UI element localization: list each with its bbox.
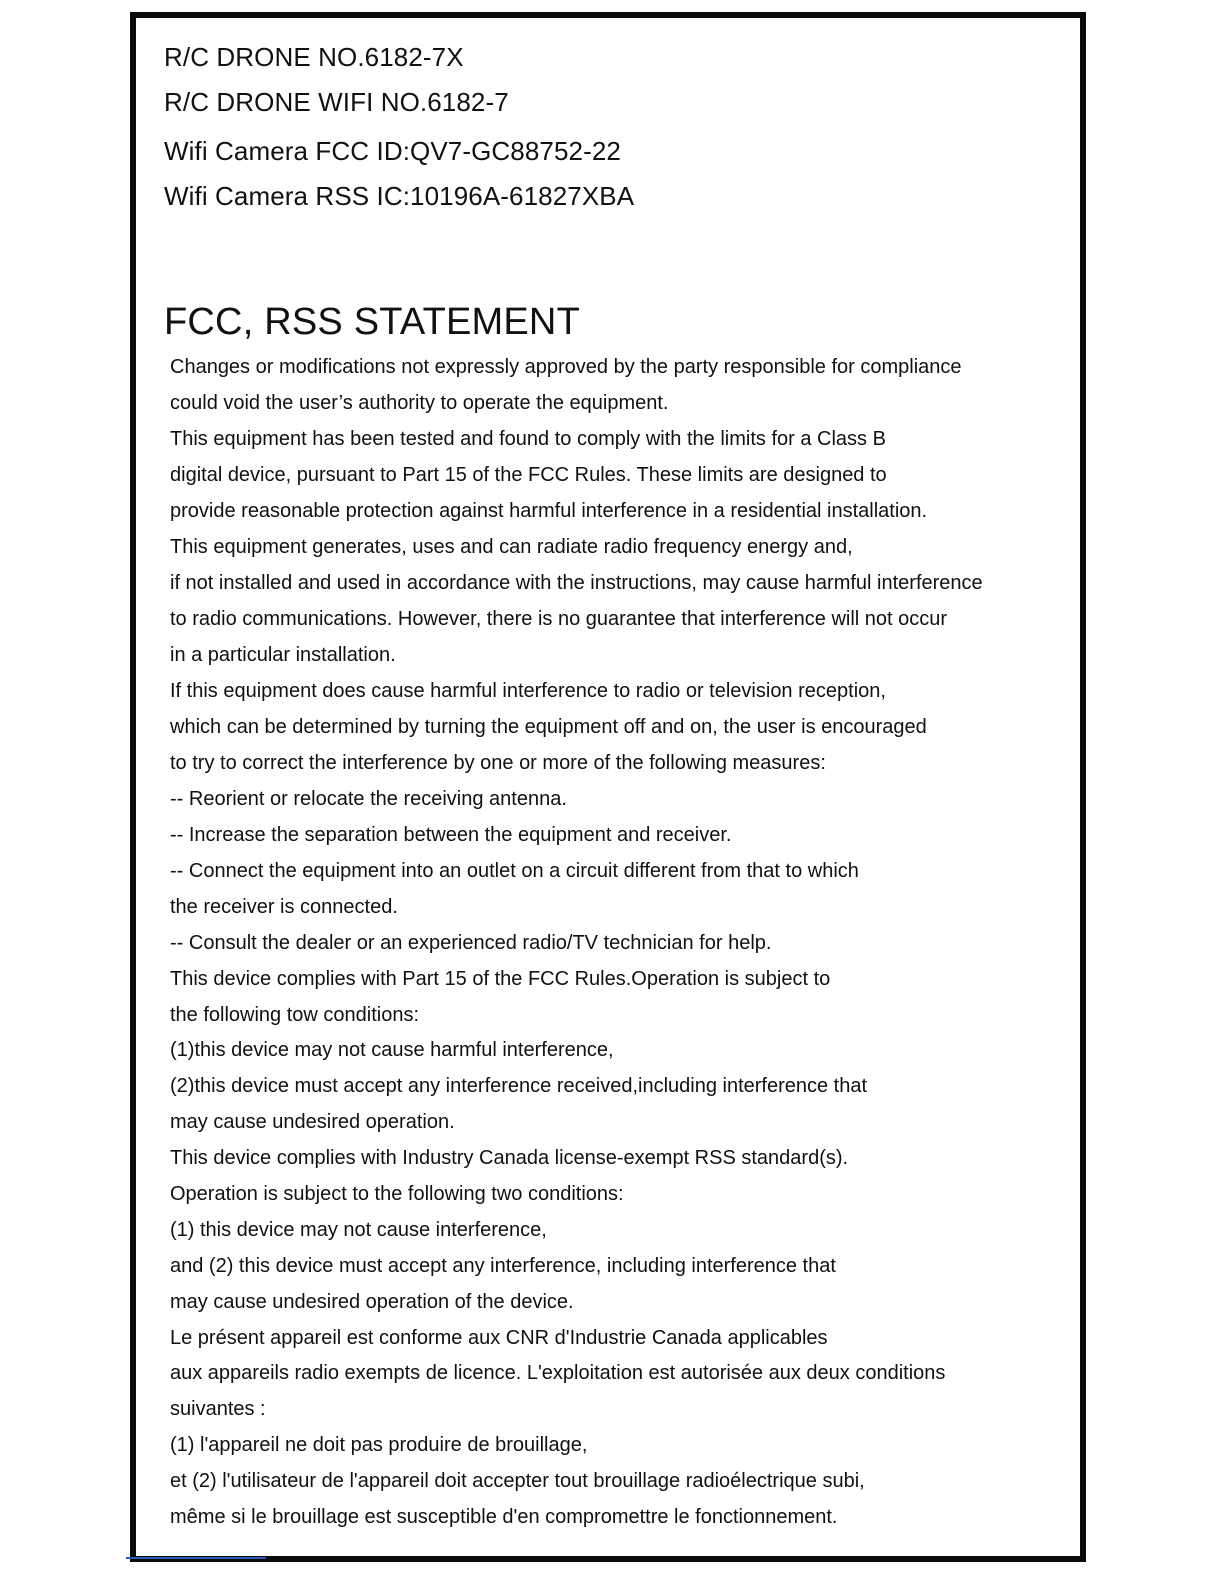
statement-line-fr: aux appareils radio exempts de licence. L'exploitation est autorisée aux deux conditions bbox=[170, 1362, 946, 1384]
statement-line: This equipment has been tested and found to comply with the limits for a Class B bbox=[170, 428, 886, 450]
measure-item: -- Consult the dealer or an experienced radio/TV technician for help. bbox=[170, 932, 772, 954]
statement-line: to try to correct the interference by one or more of the following measures: bbox=[170, 752, 826, 774]
statement-line: the receiver is connected. bbox=[170, 896, 398, 918]
statement-line: Operation is subject to the following two conditions: bbox=[170, 1183, 624, 1205]
measure-item: -- Increase the separation between the equipment and receiver. bbox=[170, 824, 732, 846]
statement-line-fr: même si le brouillage est susceptible d'en compromettre le fonctionnement. bbox=[170, 1506, 838, 1528]
measure-item: -- Connect the equipment into an outlet on a circuit different from that to which bbox=[170, 860, 859, 882]
statement-line: could void the user’s authority to operate the equipment. bbox=[170, 392, 669, 414]
statement-line: Changes or modifications not expressly approved by the party responsible for compliance bbox=[170, 356, 962, 378]
statement-line: This device complies with Industry Canada license-exempt RSS standard(s). bbox=[170, 1147, 849, 1169]
statement-line: to radio communications. However, there is no guarantee that interference will not occur bbox=[170, 608, 948, 630]
condition-item: (2)this device must accept any interference received,including interference that bbox=[170, 1075, 868, 1097]
statement-line: if not installed and used in accordance with the instructions, may cause harmful interference bbox=[170, 572, 983, 594]
model-number: R/C DRONE NO.6182-7X bbox=[164, 42, 464, 72]
statement-line: provide reasonable protection against harmful interference in a residential installation. bbox=[170, 500, 928, 522]
fcc-id: Wifi Camera FCC ID:QV7-GC88752-22 bbox=[164, 136, 621, 166]
measure-item: -- Reorient or relocate the receiving antenna. bbox=[170, 788, 567, 810]
statement-line: in a particular installation. bbox=[170, 644, 396, 666]
statement-line-fr: suivantes : bbox=[170, 1398, 266, 1420]
wifi-model-number: R/C DRONE WIFI NO.6182-7 bbox=[164, 87, 509, 117]
statement-line: may cause undesired operation of the device. bbox=[170, 1291, 574, 1313]
condition-item: (1) this device may not cause interference, bbox=[170, 1219, 547, 1241]
statement-line: digital device, pursuant to Part 15 of the FCC Rules. These limits are designed to bbox=[170, 464, 887, 486]
condition-item: and (2) this device must accept any interference, including interference that bbox=[170, 1255, 836, 1277]
statement-line: which can be determined by turning the equipment off and on, the user is encouraged bbox=[170, 716, 927, 738]
rss-ic: Wifi Camera RSS IC:10196A-61827XBA bbox=[164, 181, 635, 211]
statement-line: This equipment generates, uses and can radiate radio frequency energy and, bbox=[170, 536, 853, 558]
statement-line: the following tow conditions: bbox=[170, 1004, 420, 1026]
statement-line-fr: Le présent appareil est conforme aux CNR d'Industrie Canada applicables bbox=[170, 1327, 828, 1349]
statement-heading: FCC, RSS STATEMENT bbox=[164, 301, 580, 343]
condition-item-fr: et (2) l'utilisateur de l'appareil doit accepter tout brouillage radioélectrique subi, bbox=[170, 1470, 865, 1492]
statement-line: may cause undesired operation. bbox=[170, 1111, 455, 1133]
condition-item: (1)this device may not cause harmful interference, bbox=[170, 1039, 614, 1061]
statement-line: If this equipment does cause harmful interference to radio or television reception, bbox=[170, 680, 886, 702]
condition-item-fr: (1) l'appareil ne doit pas produire de brouillage, bbox=[170, 1434, 588, 1456]
page-edge-mark bbox=[126, 1557, 266, 1559]
statement-line: This device complies with Part 15 of the FCC Rules.Operation is subject to bbox=[170, 968, 831, 990]
